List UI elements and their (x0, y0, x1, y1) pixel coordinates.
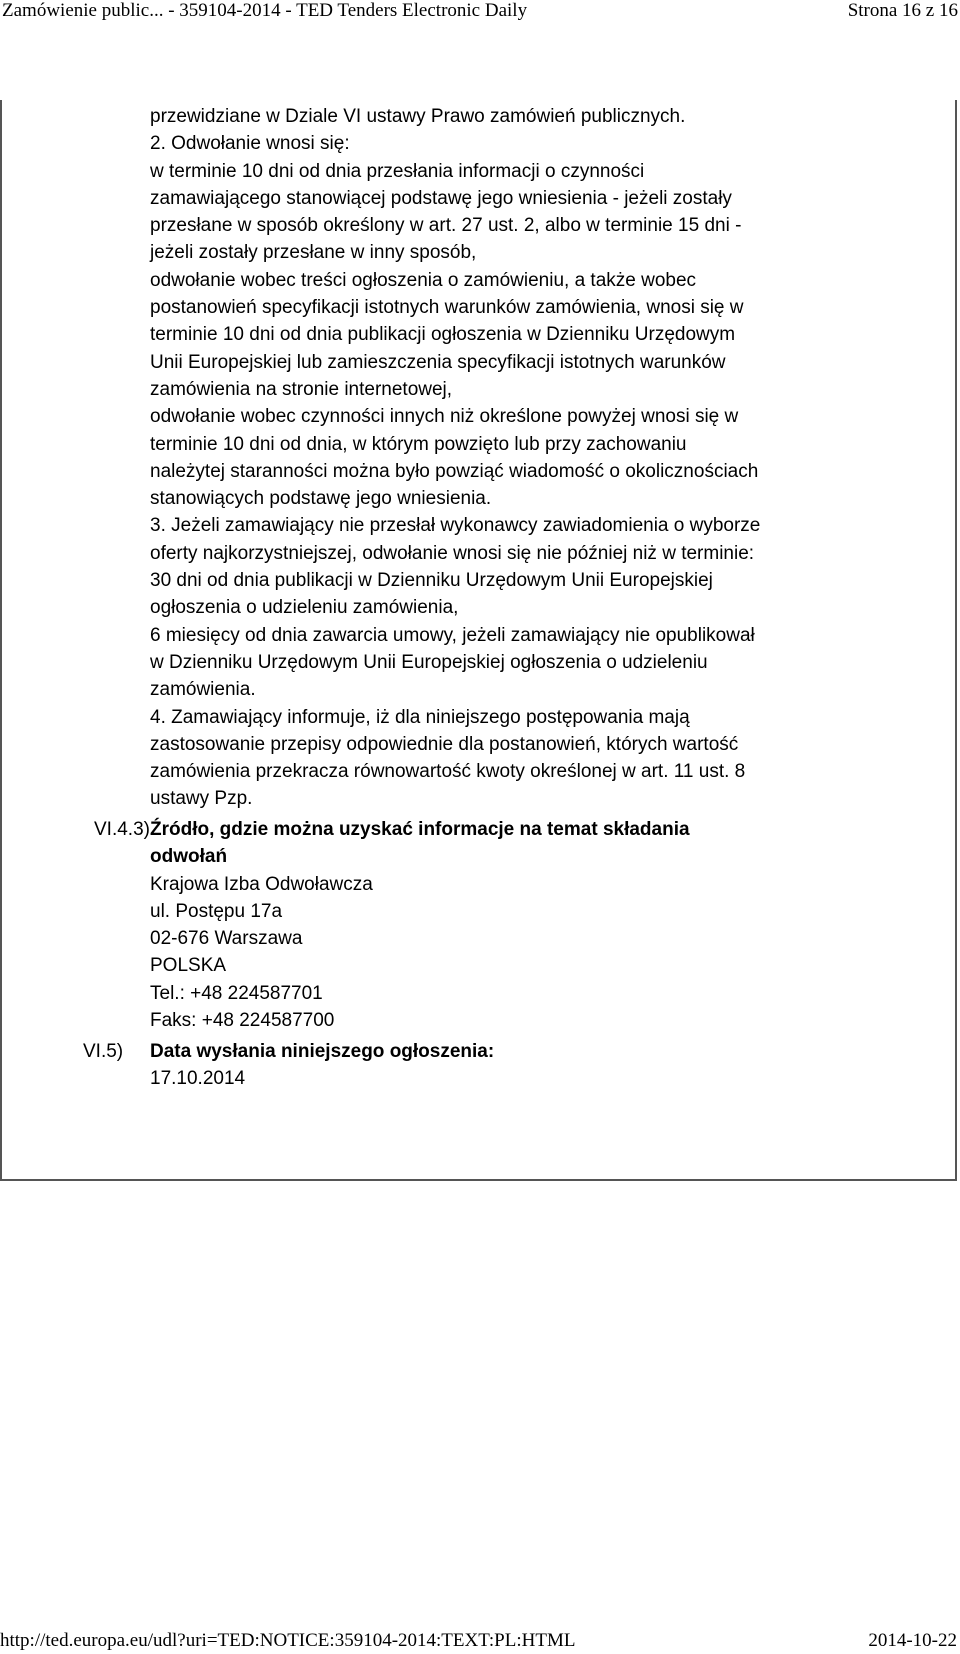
text-line: ogłoszenia o udzieleniu zamówienia, (150, 597, 459, 619)
text-line: zamówienia na stronie internetowej, (150, 378, 453, 400)
text-line: zastosowanie przepisy odpowiednie dla postanowień, których wartość (150, 733, 739, 755)
organization-name: Krajowa Izba Odwoławcza (150, 873, 373, 895)
text-line: odwołanie wobec czynności innych niż określone powyżej wnosi się w (150, 406, 739, 428)
text-line: postanowień specyfikacji istotnych warunków zamówienia, wnosi się w (150, 297, 744, 319)
text-line: zamówienia przekracza równowartość kwoty określonej w art. 11 ust. 8 (150, 761, 746, 783)
section-heading-continued: odwołań (150, 846, 228, 868)
text-line: 6 miesięcy od dnia zawarcia umowy, jeżeli zamawiający nie opublikował (150, 624, 755, 646)
page-footer (0, 1630, 957, 1654)
text-line: zamawiającego stanowiącej podstawę jego wniesienia - jeżeli zostały (150, 187, 732, 209)
text-line: jeżeli zostały przesłane w inny sposób, (150, 242, 477, 264)
text-line: 3. Jeżeli zamawiający nie przesłał wykonawcy zawiadomienia o wyborze (150, 515, 761, 537)
appeal-procedures-text (150, 103, 940, 813)
section-number: VI.4.3) (94, 819, 150, 840)
text-line: 4. Zamawiający informuje, iż dla niniejszego postępowania mają (150, 706, 690, 728)
text-line: Unii Europejskiej lub zamieszczenia specyfikacji istotnych warunków (150, 351, 726, 373)
text-line: 2. Odwołanie wnosi się: (150, 133, 350, 155)
text-line: odwołanie wobec treści ogłoszenia o zamówieniu, a także wobec (150, 269, 697, 291)
text-line: ustawy Pzp. (150, 788, 253, 810)
page-header (2, 0, 958, 38)
text-line: w Dzienniku Urzędowym Unii Europejskiej ogłoszenia o udzieleniu (150, 651, 708, 673)
text-line: przewidziane w Dziale VI ustawy Prawo zamówień publicznych. (150, 106, 686, 127)
text-line: zamówienia. (150, 679, 256, 701)
text-line: 30 dni od dnia publikacji w Dzienniku Urzędowym Unii Europejskiej (150, 570, 713, 592)
section-vi-4-3 (0, 816, 957, 1036)
text-line: stanowiących podstawę jego wniesienia. (150, 488, 492, 510)
postal-city: 02-676 Warszawa (150, 928, 303, 950)
phone-number: Tel.: +48 224587701 (150, 982, 323, 1004)
text-line: terminie 10 dni od dnia, w którym powzięto lub przy zachowaniu (150, 433, 687, 455)
text-line: w terminie 10 dni od dnia przesłania informacji o czynności (150, 160, 645, 182)
section-body (150, 816, 940, 1034)
fax-number: Faks: +48 224587700 (150, 1010, 335, 1032)
footer-date: 2014-10-22 (868, 1630, 957, 1651)
text-line: terminie 10 dni od dnia publikacji ogłoszenia w Dzienniku Urzędowym (150, 324, 736, 346)
street-address: ul. Postępu 17a (150, 900, 283, 922)
header-title: Zamówienie public... - 359104-2014 - TED Tenders Electronic Daily (2, 0, 528, 21)
section-body (150, 1038, 940, 1093)
section-vi-5 (0, 1038, 957, 1098)
text-line: oferty najkorzystniejszej, odwołanie wnosi się nie później niż w terminie: (150, 542, 755, 564)
text-line: należytej staranności można było powziąć wiadomość o okolicznościach (150, 460, 759, 482)
text-line: przesłane w sposób określony w art. 27 ust. 2, albo w terminie 15 dni - (150, 215, 742, 237)
dispatch-date: 17.10.2014 (150, 1068, 246, 1090)
footer-url: http://ted.europa.eu/udl?uri=TED:NOTICE:359104-2014:TEXT:PL:HTML (0, 1630, 576, 1651)
country: POLSKA (150, 955, 227, 977)
section-number: VI.5) (83, 1041, 124, 1062)
section-heading: Źródło, gdzie można uzyskać informacje na temat składania (150, 819, 690, 840)
header-page-number: Strona 16 z 16 (847, 0, 958, 21)
section-heading: Data wysłania niniejszego ogłoszenia: (150, 1041, 495, 1062)
